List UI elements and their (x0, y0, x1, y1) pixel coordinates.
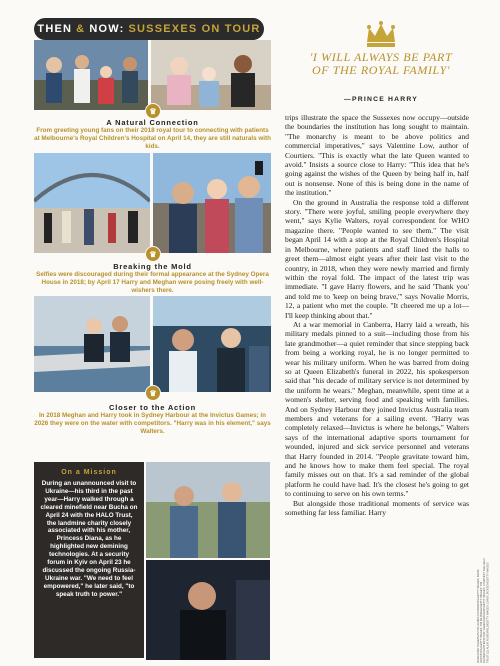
section-title-closer-to-the-action: Closer to the Action (109, 403, 196, 412)
crown-icon: ♛ (145, 246, 161, 262)
body-paragraph: But alongside those traditional moments of service was something far less familiar. Harry (285, 498, 469, 518)
photo-2026-childrens-hospital (151, 40, 271, 110)
photo-credits: DASHANSKI TIGHE/INVICTUS GAMES FOUNDATION/GETTY IMAGES; DAVID GRAY/POOL/GETTY IMAGES; TIM DE WAELE/GETTY IMAGES; TIM ROOKE/SHUTTERSTOCK; SAEED KHAN/AFP/GETTY IMAGES; COURTESY THE HALO TRUST (2); ALEXI ROSENFELD/GETTY IMAGES; CHRIS JACKSON/GETTY IMAGES (477, 558, 490, 663)
photo-2026-selfies-opera-house (153, 153, 271, 253)
photo-ukraine-halo-trust (146, 462, 270, 558)
photo-2026-sailing-with-competitors (153, 296, 271, 392)
crown-icon (363, 20, 399, 50)
section-caption-natural-connection: From greeting young fans on their 2018 royal tour to connecting with patients at Melbourne's Royal Children's Hospital on April 14, they are still naturals with kids. (34, 127, 271, 151)
section-title-natural-connection: A Natural Connection (106, 118, 199, 127)
pull-quote: 'I WILL ALWAYS BE PART OF THE ROYAL FAMILY' (309, 50, 453, 77)
section-caption-breaking-the-mold: Selfies were discouraged during their formal appearance at the Sydney Opera House in 2018; by April 17 Harry and Meghan were posing freely with well-wishers there. (36, 271, 269, 295)
article-body (285, 113, 469, 517)
on-a-mission-sidebar (34, 462, 144, 658)
header-then: THEN (37, 23, 73, 35)
section-header-banner (34, 18, 264, 40)
header-topic: SUSSEXES ON TOUR (128, 23, 261, 35)
header-now: NOW: (89, 23, 125, 35)
photo-2018-sydney-opera-house (34, 153, 150, 253)
section-title-breaking-the-mold: Breaking the Mold (113, 262, 192, 271)
mission-text: During an unannounced visit to Ukraine—his third in the past year—Harry walked through a cleared minefield near Bucha on April 24 with the HALO Trust, the landmine charity closely associated with his mother, Princess Diana, as he highlighted new demining technologies. At a security forum in Kyiv on April 23 he discussed the ongoing Russia-Ukraine war. "We need to feel empowered," he later said, "to speak truth to power." (40, 480, 138, 598)
crown-icon: ♛ (145, 103, 161, 119)
header-ampersand: & (76, 23, 86, 35)
photo-2018-sydney-harbour (34, 296, 150, 392)
section-caption-closer-to-the-action: In 2018 Meghan and Harry took in Sydney Harbour at the Invictus Games; in 2026 they were on the water with competitors. "Harry was in his element," says Walters. (34, 412, 271, 436)
crown-icon: ♛ (145, 385, 161, 401)
body-paragraph: At a war memorial in Canberra, Harry laid a wreath, his military medals pinned to a suit—including those from his late grandmother—a quiet reminder that since stepping back from being a working royal, he is no longer permitted to wear his military uniform. When he was barred from doing so at Queen Elizabeth's funeral in 2022, his spokesperson said that "his decade of military service is not determined by the uniform he wears." Meghan, meanwhile, spent time at a women's shelter, serving food and speaking with families. And on Sydney Harbour they joined Invictus Australia team members and veterans for a sailing event. "Harry was completely relaxed—Invictus is where he belongs," Walters says of the international adaptive sports tournament for wounded, injured and sick service personnel and veterans that Harry founded in 2014. "People gravitate toward him, and he knows how to make them feel special. The royal family misses out on that. It's a sad reminder of the global platform he could have had. It's the closest he's going to get to continuing to serve on his own terms." (285, 319, 469, 499)
photo-kyiv-security-forum (146, 560, 270, 660)
body-paragraph: On the ground in Australia the response told a different story. "There were joyful, smiling people everywhere they went," says Kylie Walters, royal correspondent for WHO magazine there. "People wanted to see them." The visit began April 14 with a stop at the Royal Children's Hospital in Melbourne, where patients and staff lined the halls to greet them—almost eight years after their last visit to the country, in 2018, when they were newly married and firmly within the royal fold. The impact of the latest trip was immediate. "I gave Harry flowers, and he said 'Thank you' and told me to 'keep on being brave,'" says Novalie Morris, 12, a patient who met the couple. "It cheered me up a lot—I'll keep thinking about that." (285, 197, 469, 320)
mission-title: On a Mission (61, 469, 117, 476)
body-paragraph: trips illustrate the space the Sussexes now occupy—outside the boundaries the institution has long sought to maintain. "The monarchy is meant to be above politics and commercial imperatives," says Valentine Low, author of Courtiers. "This is exactly what the late Queen wanted to avoid." Insists a source close to Harry: "This idea that he's going against the wishes of the Queen by being half in, half out is nonsense. None of this is being done in the name of the institution." (285, 113, 469, 198)
pull-quote-attribution: —PRINCE HARRY (344, 96, 418, 103)
photo-2018-young-fans (34, 40, 148, 110)
